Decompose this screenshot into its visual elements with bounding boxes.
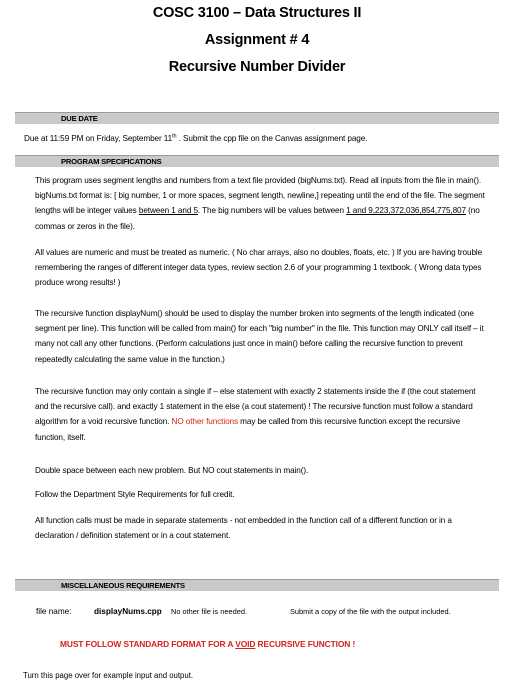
p4-text-a: The recursive function may only contain a single if – else statement with exactly 2 statements inside the if (the cout statement and the recursive call). and exactly 1 statement in the else (a cout statement) ! The recursive function must follow a standard algorithm for a void recursive function. [35, 387, 476, 427]
due-date-main: Due at 11:59 PM on Friday, September 11 [24, 134, 173, 143]
p1-range-number: 1 and 9,223,372,036,854,775,807 [346, 206, 466, 216]
specs-paragraph-5: Double space between each new problem. But NO cout statements in main(). [35, 466, 309, 475]
p1-text-a: This program uses segment lengths and numbers from a text file provided (bigNums.txt). Read all inputs from the file in main(). bigNums.txt format is: [ big number, 1 or more spaces, segment length, newline,] repeating until the end of the file. The segment lengths will be integer values [35, 176, 485, 216]
must-void: VOID [235, 639, 256, 649]
course-title: COSC 3100 – Data Structures II [152, 5, 362, 21]
submit-copy-note: Submit a copy of the file with the output included. [290, 607, 451, 616]
due-date-submit: . Submit the cpp file on the Canvas assignment page. [176, 134, 368, 143]
assignment-subtitle: Recursive Number Divider [168, 59, 346, 75]
specs-paragraph-7: All function calls must be made in separate statements - not embedded in the function call of a different function or in a declaration / definition statement or in a cout statement. [35, 516, 452, 541]
due-date-sup: th [172, 133, 177, 140]
misc-bar [15, 579, 499, 591]
due-date-bar [15, 112, 499, 124]
must-text-b: RECURSIVE FUNCTION ! [255, 639, 356, 649]
specs-bar [15, 155, 499, 167]
p1-text-b: . The big numbers will be values between [197, 206, 347, 216]
title-block [0, 0, 514, 76]
due-date-heading: DUE DATE [61, 114, 98, 123]
specs-paragraph-1 [35, 173, 490, 234]
misc-heading: MISCELLANEOUS REQUIREMENTS [61, 581, 185, 590]
specs-paragraph-2: All values are numeric and must be treated as numeric. ( No char arrays, also no doubles, floats, etc. ) If you are having trouble remembering the ranges of different integer data types, review section 2.6 of your programming 1 textbook. ( Wrong data types produce wrong results! ) [35, 248, 483, 288]
must-follow-notice [60, 638, 355, 651]
specs-heading: PROGRAM SPECIFICATIONS [61, 157, 162, 166]
p4-text-b: may be called from this recursive function except the recursive function, itself. [35, 417, 461, 442]
specs-paragraph-3: The recursive function displayNum() should be used to display the number broken into segments of the length indicated (one segment per line). This function will be called from main() for each "big number" in the file. This function may ONLY call itself – it many not call any other functions. (Perform calculations just once in main() before calling the recursive function to prevent repeatedly calculating the same value in the function.) [35, 309, 484, 364]
no-other-file-note: No other file is needed. [171, 607, 248, 616]
due-date-text [24, 131, 494, 146]
specs-paragraph-4 [35, 384, 490, 445]
specs-paragraph-6: Follow the Department Style Requirements for full credit. [35, 490, 235, 499]
turn-page-note: Turn this page over for example input and output. [23, 671, 194, 680]
p1-range-segment: between 1 and 5 [138, 206, 198, 216]
p1-text-c: (no commas or zeros in the file). [35, 206, 480, 231]
file-name-label: file name: [36, 607, 72, 616]
must-text-a: MUST FOLLOW STANDARD FORMAT FOR A [60, 639, 236, 649]
file-name-value: displayNums.cpp [94, 607, 162, 616]
p4-red-text: NO other functions [171, 417, 238, 427]
assignment-title: Assignment # 4 [204, 32, 310, 48]
